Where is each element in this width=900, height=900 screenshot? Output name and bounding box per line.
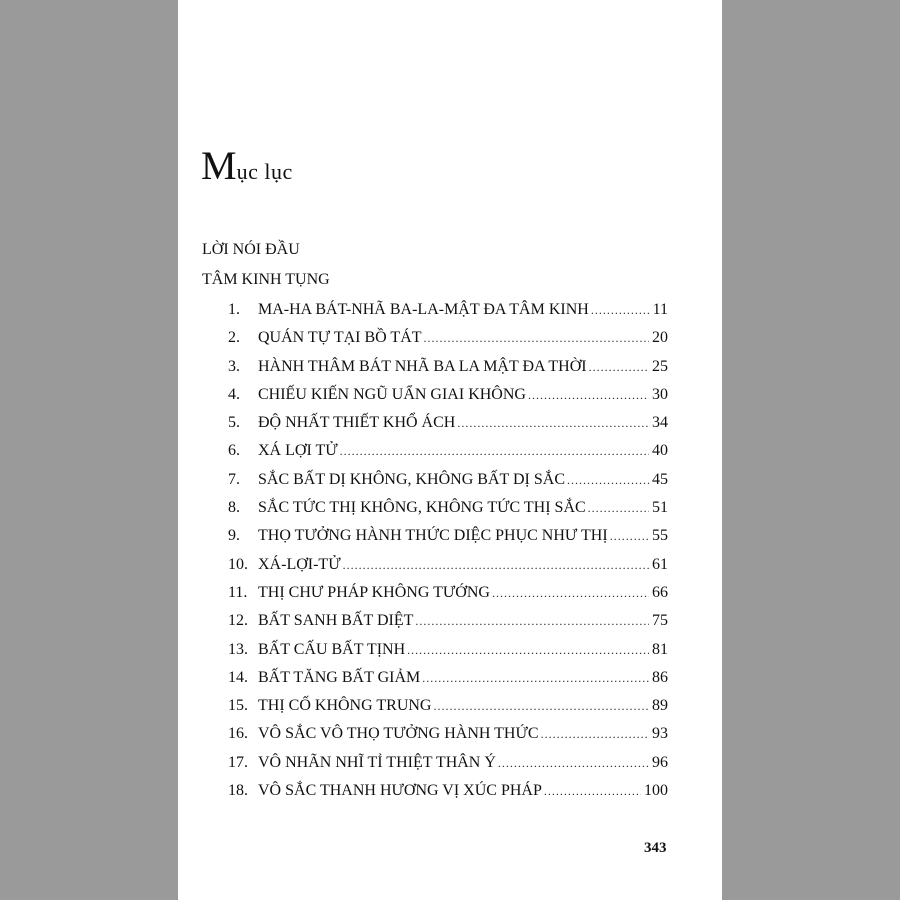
table-of-contents bbox=[228, 300, 668, 809]
entry-number: 12. bbox=[228, 612, 248, 630]
entry-page: 20 bbox=[652, 329, 668, 347]
dot-leader bbox=[415, 611, 649, 631]
dot-leader bbox=[492, 583, 649, 603]
entry-page: 93 bbox=[652, 725, 668, 743]
page-title bbox=[201, 142, 293, 196]
entry-number: 2. bbox=[228, 329, 240, 347]
section-heart-sutra: TÂM KINH TỤNG bbox=[202, 271, 330, 288]
entry-page: 61 bbox=[652, 555, 668, 573]
entry-title: THỌ TƯỞNG HÀNH THỨC DIỆC PHỤC NHƯ THỊ bbox=[258, 527, 608, 545]
entry-title: BẤT SANH BẤT DIỆT bbox=[258, 612, 414, 630]
toc-entry bbox=[228, 413, 668, 441]
entry-title: VÔ NHÃN NHĨ TỈ THIỆT THÂN Ý bbox=[258, 753, 496, 771]
toc-entry bbox=[228, 385, 668, 413]
dot-leader bbox=[422, 668, 649, 688]
dot-leader bbox=[544, 781, 641, 801]
toc-entry bbox=[228, 498, 668, 526]
entry-number: 7. bbox=[228, 470, 240, 488]
dot-leader bbox=[457, 413, 649, 433]
toc-entry bbox=[228, 357, 668, 385]
title-initial: M bbox=[201, 143, 237, 188]
book-page bbox=[178, 0, 722, 900]
dot-leader bbox=[433, 696, 649, 716]
entry-page: 66 bbox=[652, 583, 668, 601]
dot-leader bbox=[498, 753, 649, 773]
dot-leader bbox=[589, 357, 649, 377]
toc-entry bbox=[228, 640, 668, 668]
entry-page: 30 bbox=[652, 385, 668, 403]
entry-number: 10. bbox=[228, 555, 248, 573]
toc-entry bbox=[228, 441, 668, 469]
dot-leader bbox=[588, 498, 649, 518]
dot-leader bbox=[407, 640, 649, 660]
entry-page: 96 bbox=[652, 753, 668, 771]
dot-leader bbox=[591, 300, 650, 320]
entry-page: 75 bbox=[652, 612, 668, 630]
entry-title: VÔ SẮC VÔ THỌ TƯỞNG HÀNH THỨC bbox=[258, 725, 539, 743]
entry-title: HÀNH THÂM BÁT NHÃ BA LA MẬT ĐA THỜI bbox=[258, 357, 587, 375]
dot-leader bbox=[541, 724, 649, 744]
entry-number: 11. bbox=[228, 583, 248, 601]
toc-entry bbox=[228, 724, 668, 752]
dot-leader bbox=[340, 441, 649, 461]
toc-entry bbox=[228, 470, 668, 498]
toc-entry bbox=[228, 753, 668, 781]
entry-page: 34 bbox=[652, 414, 668, 432]
entry-number: 15. bbox=[228, 697, 248, 715]
entry-page: 40 bbox=[652, 442, 668, 460]
entry-page: 51 bbox=[652, 499, 668, 517]
entry-title: BẤT CẤU BẤT TỊNH bbox=[258, 640, 406, 658]
entry-title: ĐỘ NHẤT THIẾT KHỔ ÁCH bbox=[258, 414, 456, 432]
entry-number: 14. bbox=[228, 668, 248, 686]
entry-title: SẮC TỨC THỊ KHÔNG, KHÔNG TỨC THỊ SẮC bbox=[258, 499, 586, 517]
toc-entry bbox=[228, 668, 668, 696]
page-number: 343 bbox=[644, 840, 667, 856]
toc-entry bbox=[228, 555, 668, 583]
entry-title: VÔ SẮC THANH HƯƠNG VỊ XÚC PHÁP bbox=[258, 782, 542, 800]
entry-page: 55 bbox=[652, 527, 668, 545]
entry-number: 4. bbox=[228, 385, 240, 403]
entry-number: 13. bbox=[228, 640, 248, 658]
entry-title: XÁ LỢI TỬ bbox=[258, 442, 338, 460]
entry-title: THỊ CHƯ PHÁP KHÔNG TƯỚNG bbox=[258, 583, 490, 601]
entry-title: MA-HA BÁT-NHÃ BA-LA-MẬT ĐA TÂM KINH bbox=[258, 301, 589, 318]
entry-number: 8. bbox=[228, 499, 240, 517]
entry-page: 81 bbox=[652, 640, 668, 658]
entry-number: 1. bbox=[228, 301, 240, 318]
entry-title: THỊ CỐ KHÔNG TRUNG bbox=[258, 697, 432, 715]
entry-number: 3. bbox=[228, 357, 240, 375]
entry-number: 5. bbox=[228, 414, 240, 432]
entry-page: 100 bbox=[644, 782, 668, 800]
entry-title: BẤT TĂNG BẤT GIẢM bbox=[258, 668, 421, 686]
entry-page: 89 bbox=[652, 697, 668, 715]
entry-title: QUÁN TỰ TẠI BỒ TÁT bbox=[258, 329, 422, 347]
toc-entry bbox=[228, 611, 668, 639]
entry-number: 18. bbox=[228, 782, 248, 800]
entry-title: CHIẾU KIẾN NGŨ UẨN GIAI KHÔNG bbox=[258, 385, 526, 403]
toc-entry bbox=[228, 300, 668, 328]
dot-leader bbox=[567, 470, 649, 490]
entry-number: 9. bbox=[228, 527, 240, 545]
entry-number: 16. bbox=[228, 725, 248, 743]
entry-page: 25 bbox=[652, 357, 668, 375]
entry-number: 6. bbox=[228, 442, 240, 460]
toc-entry bbox=[228, 328, 668, 356]
title-rest: ục lục bbox=[236, 159, 293, 184]
entry-title: XÁ-LỢI-TỬ bbox=[258, 555, 341, 573]
entry-number: 17. bbox=[228, 753, 248, 771]
toc-entry bbox=[228, 781, 668, 809]
dot-leader bbox=[343, 555, 649, 575]
entry-title: SẮC BẤT DỊ KHÔNG, KHÔNG BẤT DỊ SẮC bbox=[258, 470, 565, 488]
entry-page: 86 bbox=[652, 668, 668, 686]
dot-leader bbox=[528, 385, 649, 405]
toc-entry bbox=[228, 696, 668, 724]
entry-page: 45 bbox=[652, 470, 668, 488]
toc-entry bbox=[228, 583, 668, 611]
dot-leader bbox=[424, 328, 649, 348]
dot-leader bbox=[610, 526, 649, 546]
section-preface: LỜI NÓI ĐẦU bbox=[202, 241, 300, 258]
entry-page: 11 bbox=[652, 301, 668, 318]
toc-entry bbox=[228, 526, 668, 554]
